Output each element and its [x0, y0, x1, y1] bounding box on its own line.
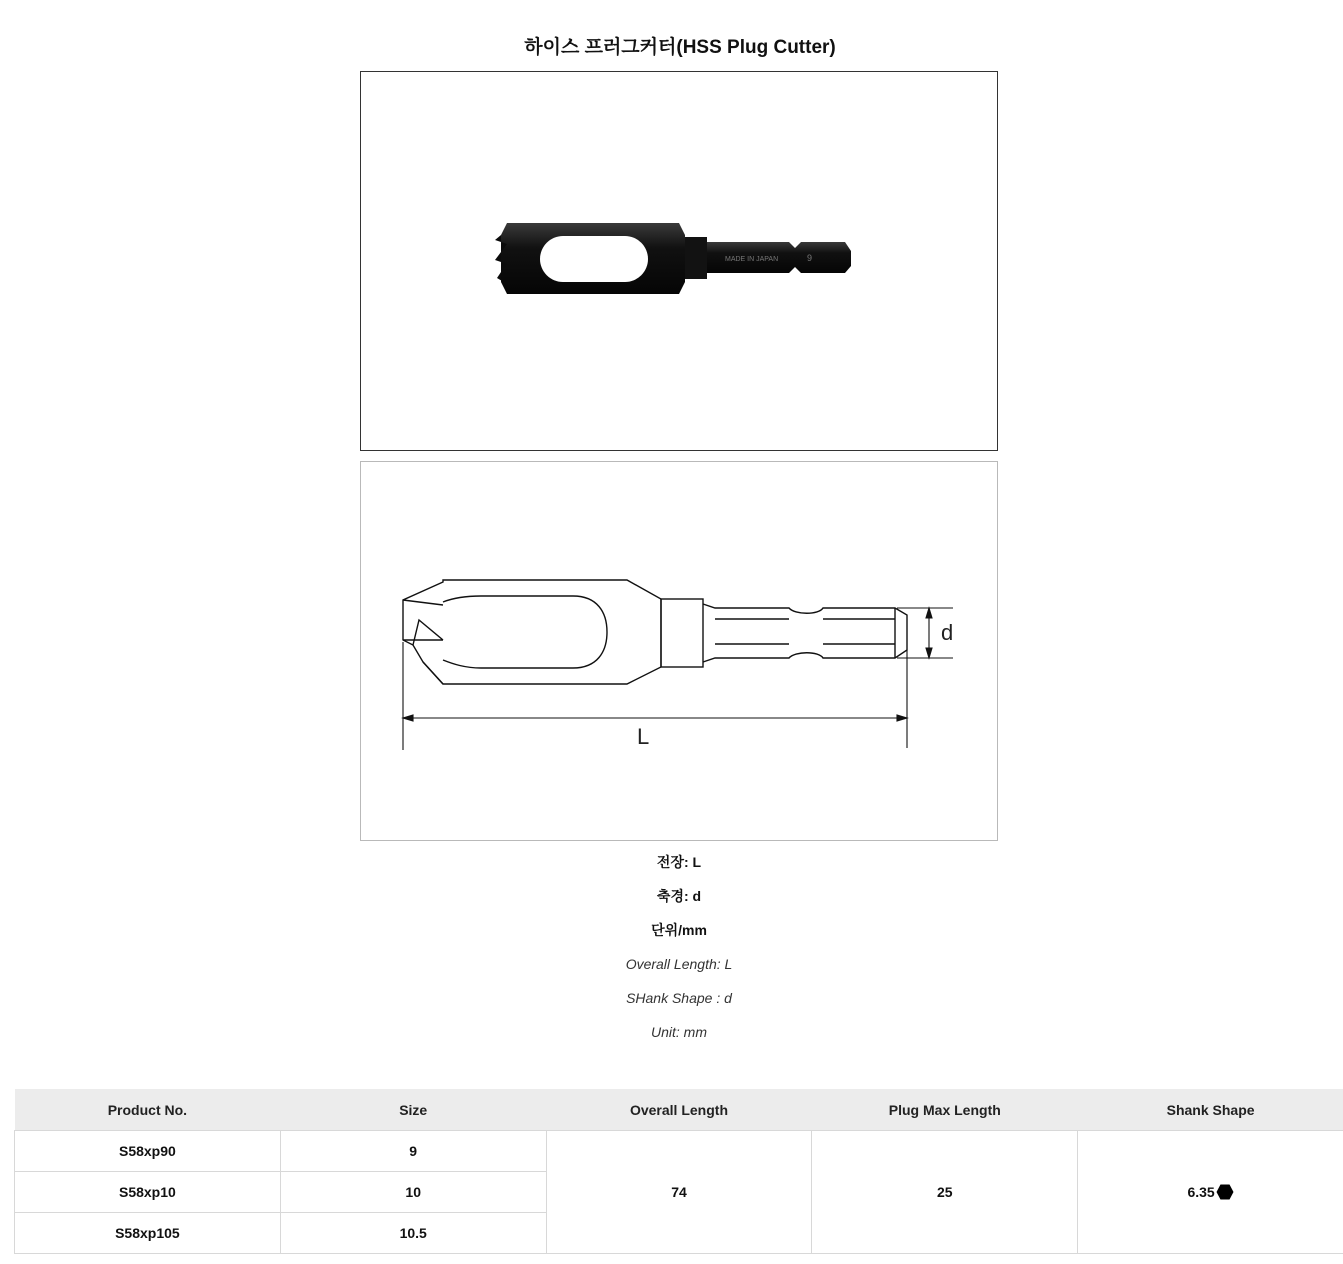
spec-unit-en: [360, 1015, 998, 1049]
dim-arrow-top: [926, 608, 932, 618]
product-photo-panel: [360, 71, 998, 451]
header-product-no: Product No.: [15, 1089, 281, 1131]
product-table: [14, 1089, 1343, 1254]
shank-shape-value: 6.35: [1187, 1184, 1215, 1200]
technical-drawing-panel: [360, 461, 998, 841]
drawing-shank: [703, 604, 907, 662]
cell-plug-max-length: 25: [812, 1131, 1078, 1254]
engraving-size: 9: [807, 253, 813, 263]
drawing-shank-flats: [715, 608, 895, 658]
drawing-collar: [661, 599, 703, 667]
engraving-text: MADE IN JAPAN: [725, 256, 779, 263]
technical-drawing: [361, 462, 997, 840]
hexagon-icon: [1216, 1184, 1234, 1200]
table-header-row: [15, 1089, 1343, 1131]
dim-arrow-left: [403, 715, 413, 721]
spec-text: Overall Length: L: [625, 956, 733, 972]
header-size: Size: [280, 1089, 546, 1131]
spec-unit-ko: [360, 913, 998, 947]
spec-overall-length-ko: [360, 845, 998, 879]
page-title: 하이스 프러그커터(HSS Plug Cutter): [524, 37, 836, 58]
header-overall-length: Overall Length: [546, 1089, 812, 1131]
cell-product-no: S58xp105: [15, 1213, 281, 1254]
dim-arrow-bottom: [926, 648, 932, 658]
cell-overall-length: 74: [546, 1131, 812, 1254]
drawing-slot: [443, 596, 607, 668]
diameter-label: d: [941, 620, 954, 645]
cell-size: 10: [280, 1172, 546, 1213]
table-row: [15, 1131, 1343, 1172]
header-plug-max-length: Plug Max Length: [812, 1089, 1078, 1131]
spec-text: 단위/mm: [651, 922, 707, 938]
spec-text: SHank Shape : d: [626, 990, 732, 1006]
spec-shank-ko: [360, 879, 998, 913]
header-shank-shape: Shank Shape: [1078, 1089, 1343, 1131]
cell-product-no: S58xp10: [15, 1172, 281, 1213]
spec-text: 전장: L: [656, 854, 702, 870]
product-photo: [361, 72, 997, 450]
spec-text: Unit: mm: [651, 1024, 707, 1040]
cell-size: 10.5: [280, 1213, 546, 1254]
dim-arrow-right: [897, 715, 907, 721]
cell-product-no: S58xp90: [15, 1131, 281, 1172]
spec-shank-en: [360, 981, 998, 1015]
length-label: L: [637, 724, 650, 749]
cutter-collar: [685, 237, 707, 279]
cell-size: 9: [280, 1131, 546, 1172]
drawing-teeth: [403, 600, 443, 684]
spec-text: 축경: d: [656, 888, 702, 904]
cutter-slot: [540, 236, 648, 282]
spec-overall-length-en: [360, 947, 998, 981]
cell-shank-shape: [1078, 1131, 1343, 1254]
